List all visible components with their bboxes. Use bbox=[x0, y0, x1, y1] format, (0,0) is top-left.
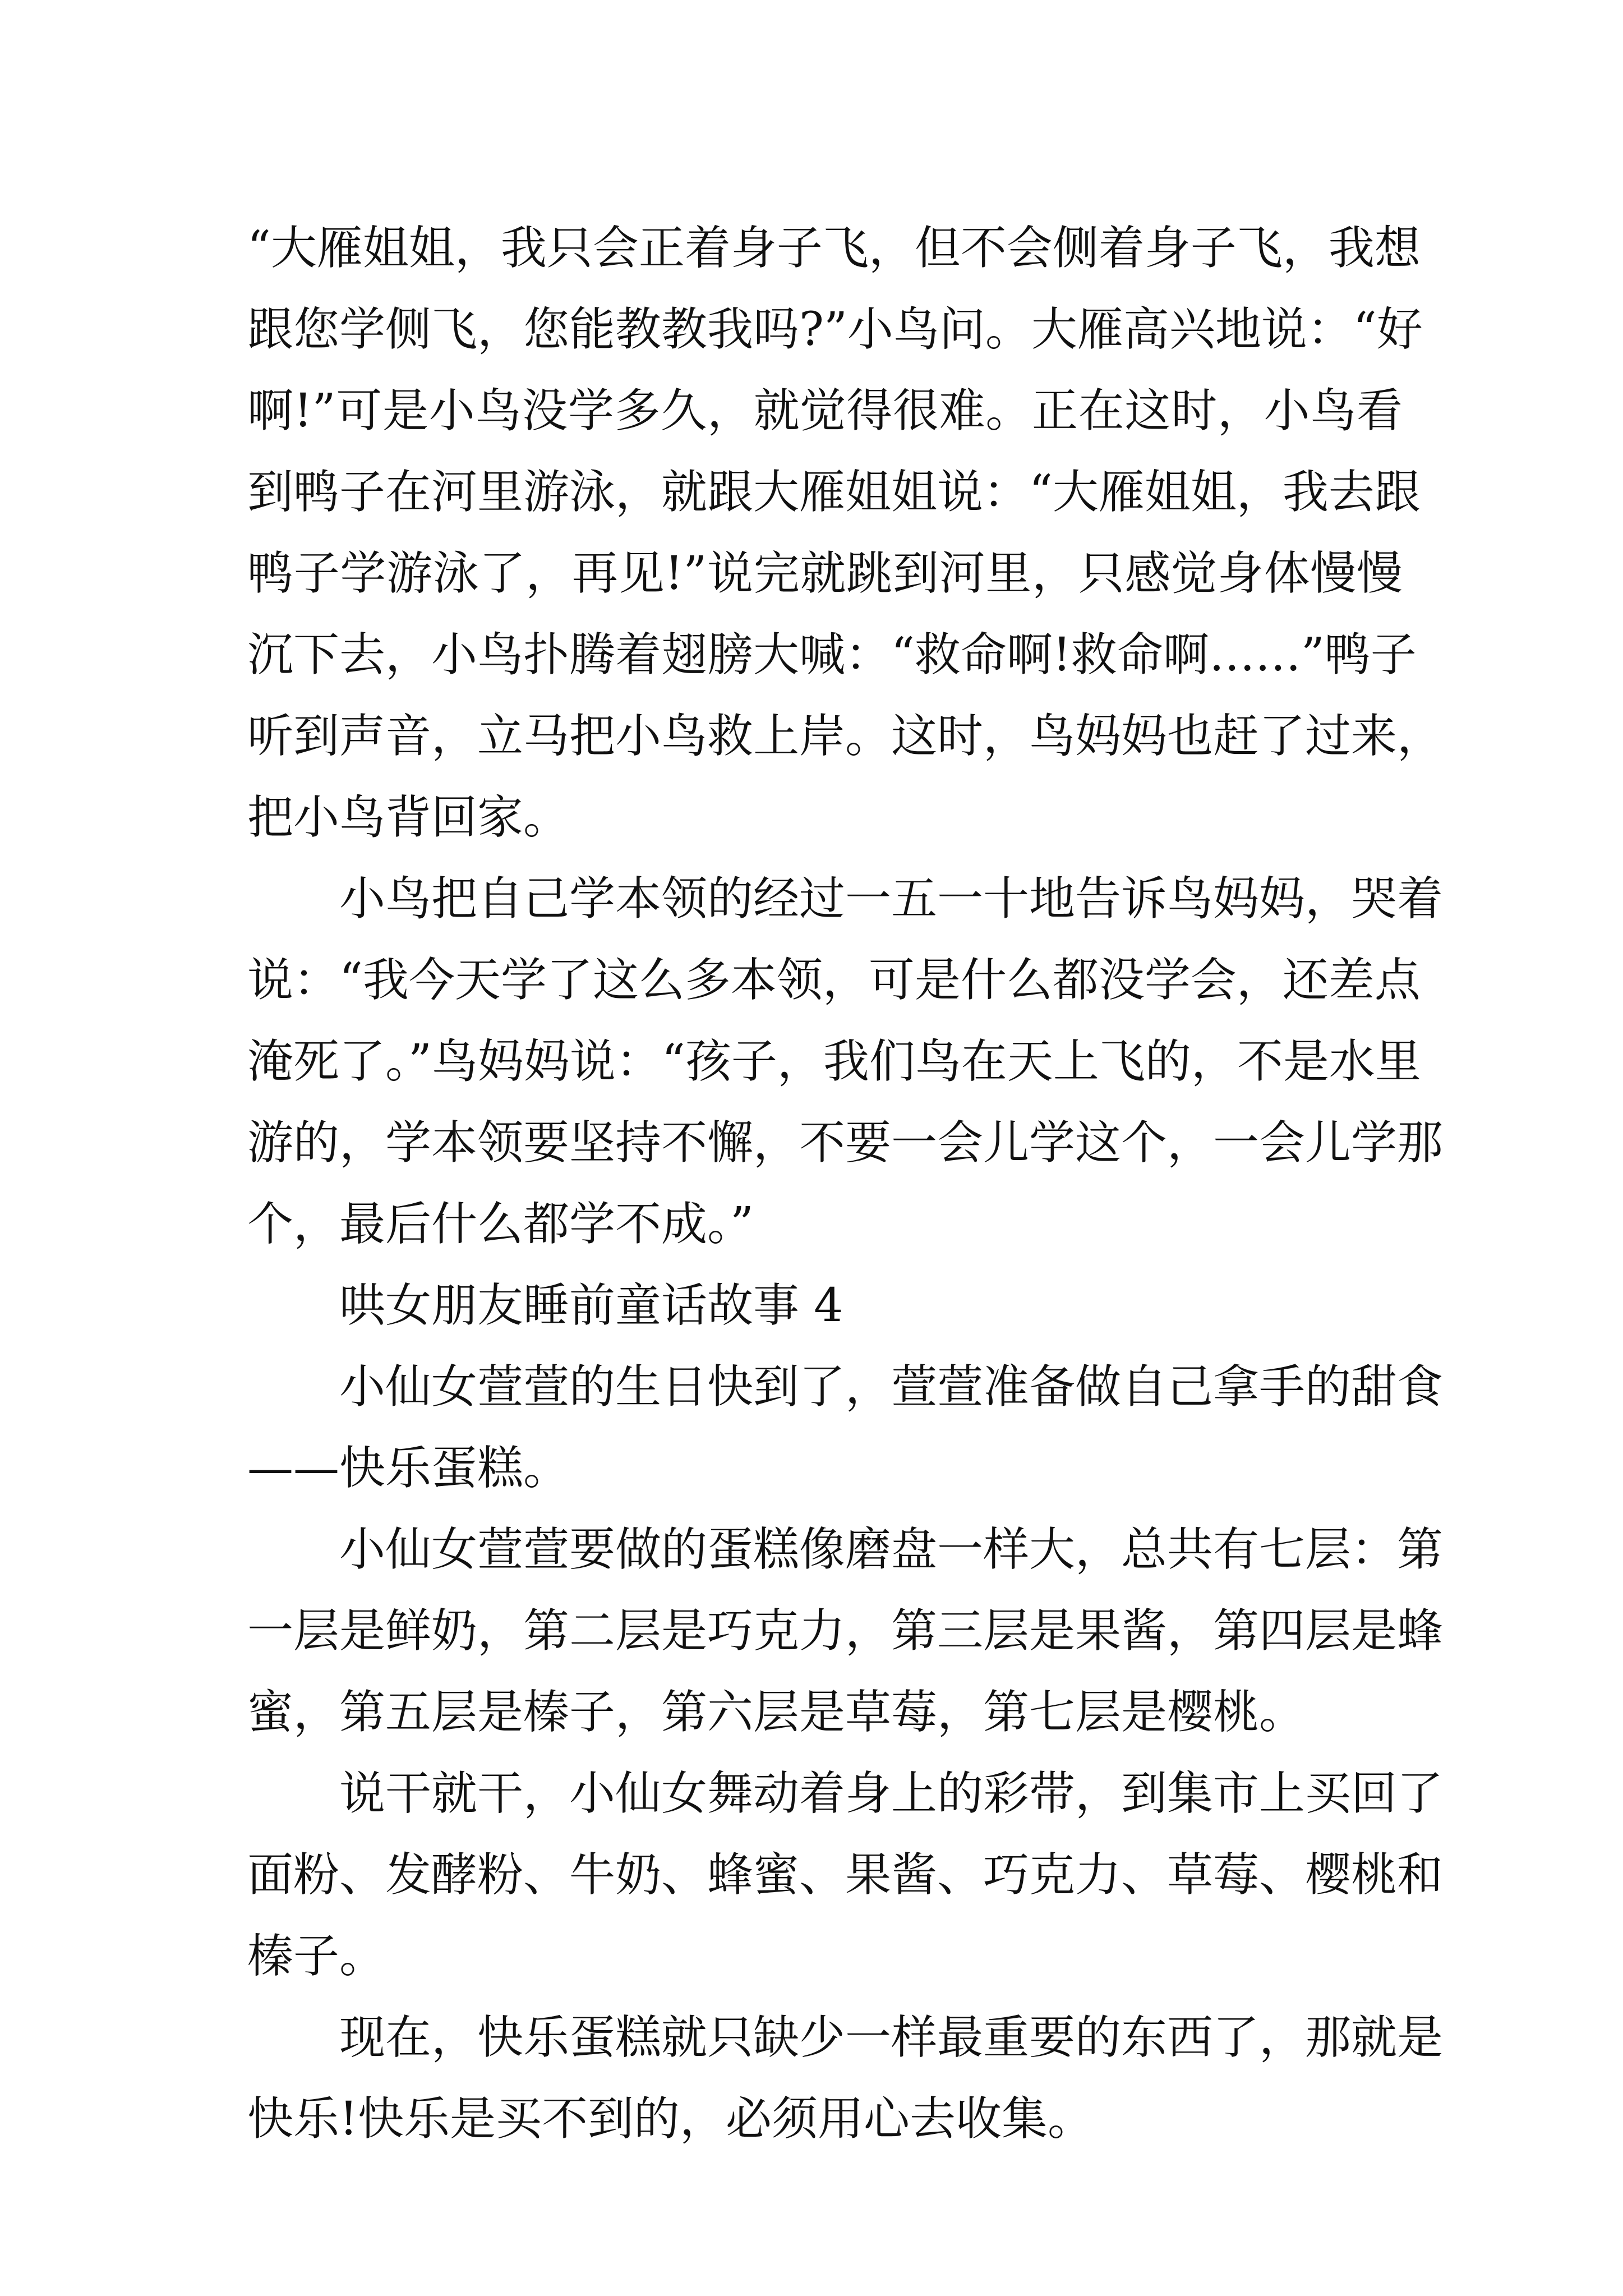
text-line: ——快乐蛋糕。 bbox=[247, 1442, 570, 1495]
text-line: 小仙女萱萱的生日快到了，萱萱准备做自己拿手的甜食 bbox=[339, 1360, 1444, 1414]
text-line: 快乐!快乐是买不到的，必须用心去收集。 bbox=[247, 2092, 1094, 2146]
text-line: 游的，学本领要坚持不懈，不要一会儿学这个，一会儿学那 bbox=[247, 1116, 1444, 1170]
text-line: 面粉、发酵粉、牛奶、蜂蜜、果酱、巧克力、草莓、樱桃和 bbox=[247, 1848, 1444, 1902]
text-line: 蜜，第五层是榛子，第六层是草莓，第七层是樱桃。 bbox=[247, 1686, 1306, 1739]
text-line: 把小鸟背回家。 bbox=[247, 791, 570, 844]
story-text bbox=[247, 208, 1444, 2160]
text-line: 小仙女萱萱要做的蛋糕像磨盘一样大，总共有七层：第 bbox=[339, 1523, 1444, 1576]
text-line: 个，最后什么都学不成。” bbox=[247, 1198, 754, 1251]
text-line: 现在，快乐蛋糕就只缺少一样最重要的东西了，那就是 bbox=[339, 2011, 1444, 2064]
text-line: 听到声音，立马把小鸟救上岸。这时，鸟妈妈也赶了过来， bbox=[247, 710, 1444, 763]
text-line: 跟您学侧飞，您能教教我吗?”小鸟问。大雁高兴地说：“好 bbox=[247, 303, 1423, 356]
text-line: 小鸟把自己学本领的经过一五一十地告诉鸟妈妈，哭着 bbox=[339, 872, 1444, 926]
text-line: 淹死了。”鸟妈妈说：“孩子，我们鸟在天上飞的，不是水里 bbox=[247, 1035, 1421, 1088]
text-line: 一层是鲜奶，第二层是巧克力，第三层是果酱，第四层是蜂 bbox=[247, 1604, 1444, 1658]
text-line: 到鸭子在河里游泳，就跟大雁姐姐说：“大雁姐姐，我去跟 bbox=[247, 466, 1421, 519]
text-line: 榛子。 bbox=[247, 1930, 386, 1983]
text-line: 说干就干，小仙女舞动着身上的彩带，到集市上买回了 bbox=[339, 1767, 1444, 1820]
text-line: 啊!”可是小鸟没学多久，就觉得很难。正在这时，小鸟看 bbox=[247, 384, 1403, 438]
text-line: 鸭子学游泳了，再见!”说完就跳到河里，只感觉身体慢慢 bbox=[247, 547, 1403, 600]
text-line: 说：“我今天学了这么多本领，可是什么都没学会，还差点 bbox=[247, 954, 1421, 1007]
text-line: “大雁姐姐，我只会正着身子飞，但不会侧着身子飞，我想 bbox=[247, 222, 1421, 275]
text-line: 沉下去，小鸟扑腾着翅膀大喊：“救命啊!救命啊……”鸭子 bbox=[247, 628, 1417, 682]
text-line: 哄女朋友睡前童话故事 4 bbox=[339, 1279, 843, 1332]
